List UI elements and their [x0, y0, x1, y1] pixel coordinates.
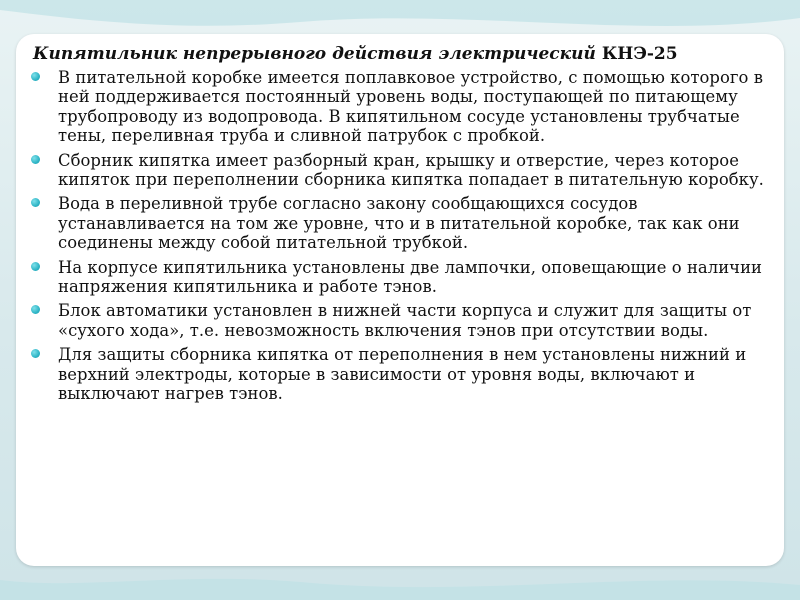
bullet-text: В питательной коробке имеется поплавковое устройство, с помощью которого в ней поддерживается постоянный уровень воды, поступающей по питающему трубопроводу из водопровода. В кипятильном сосуде установлены трубчатые тены, переливная труба и сливной патрубок с пробкой.: [58, 68, 763, 146]
list-item: [28, 345, 780, 403]
list-item: [28, 68, 780, 146]
list-item: [28, 151, 780, 190]
bullet-text: Блок автоматики установлен в нижней части корпуса и служит для защиты от «сухого хода», т.е. невозможность включения тэнов при отсутствии воды.: [58, 301, 752, 340]
bullet-list: [28, 68, 780, 404]
slide-title-model: КНЭ-25: [601, 44, 678, 64]
circle-bullet-icon: [31, 155, 40, 164]
list-item: [28, 258, 780, 297]
bullet-text: На корпусе кипятильника установлены две лампочки, оповещающие о наличии напряжения кипятильника и работе тэнов.: [58, 257, 763, 297]
circle-bullet-icon: [31, 72, 40, 81]
bullet-text: Сборник кипятка имеет разборный кран, крышку и отверстие, через которое кипяток при переполнении сборника кипятка попадает в питательную коробку.: [58, 150, 764, 190]
slide-title: [33, 43, 780, 65]
circle-bullet-icon: [31, 262, 40, 271]
bullet-text: Вода в переливной трубе согласно закону сообщающихся сосудов устанавливается на том же уровне, что и в питательной коробке, так как они соединены между собой питательной трубкой.: [58, 194, 740, 253]
bullet-text: Для защиты сборника кипятка от переполнения в нем установлены нижний и верхний электроды, которые в зависимости от уровня воды, включают и выключают нагрев тэнов.: [58, 345, 747, 404]
circle-bullet-icon: [31, 198, 40, 207]
slide-content: [28, 43, 780, 409]
circle-bullet-icon: [31, 349, 40, 358]
slide-title-italic: Кипятильник непрерывного действия электрический: [33, 44, 596, 64]
list-item: [28, 194, 780, 252]
list-item: [28, 301, 780, 340]
circle-bullet-icon: [31, 305, 40, 314]
